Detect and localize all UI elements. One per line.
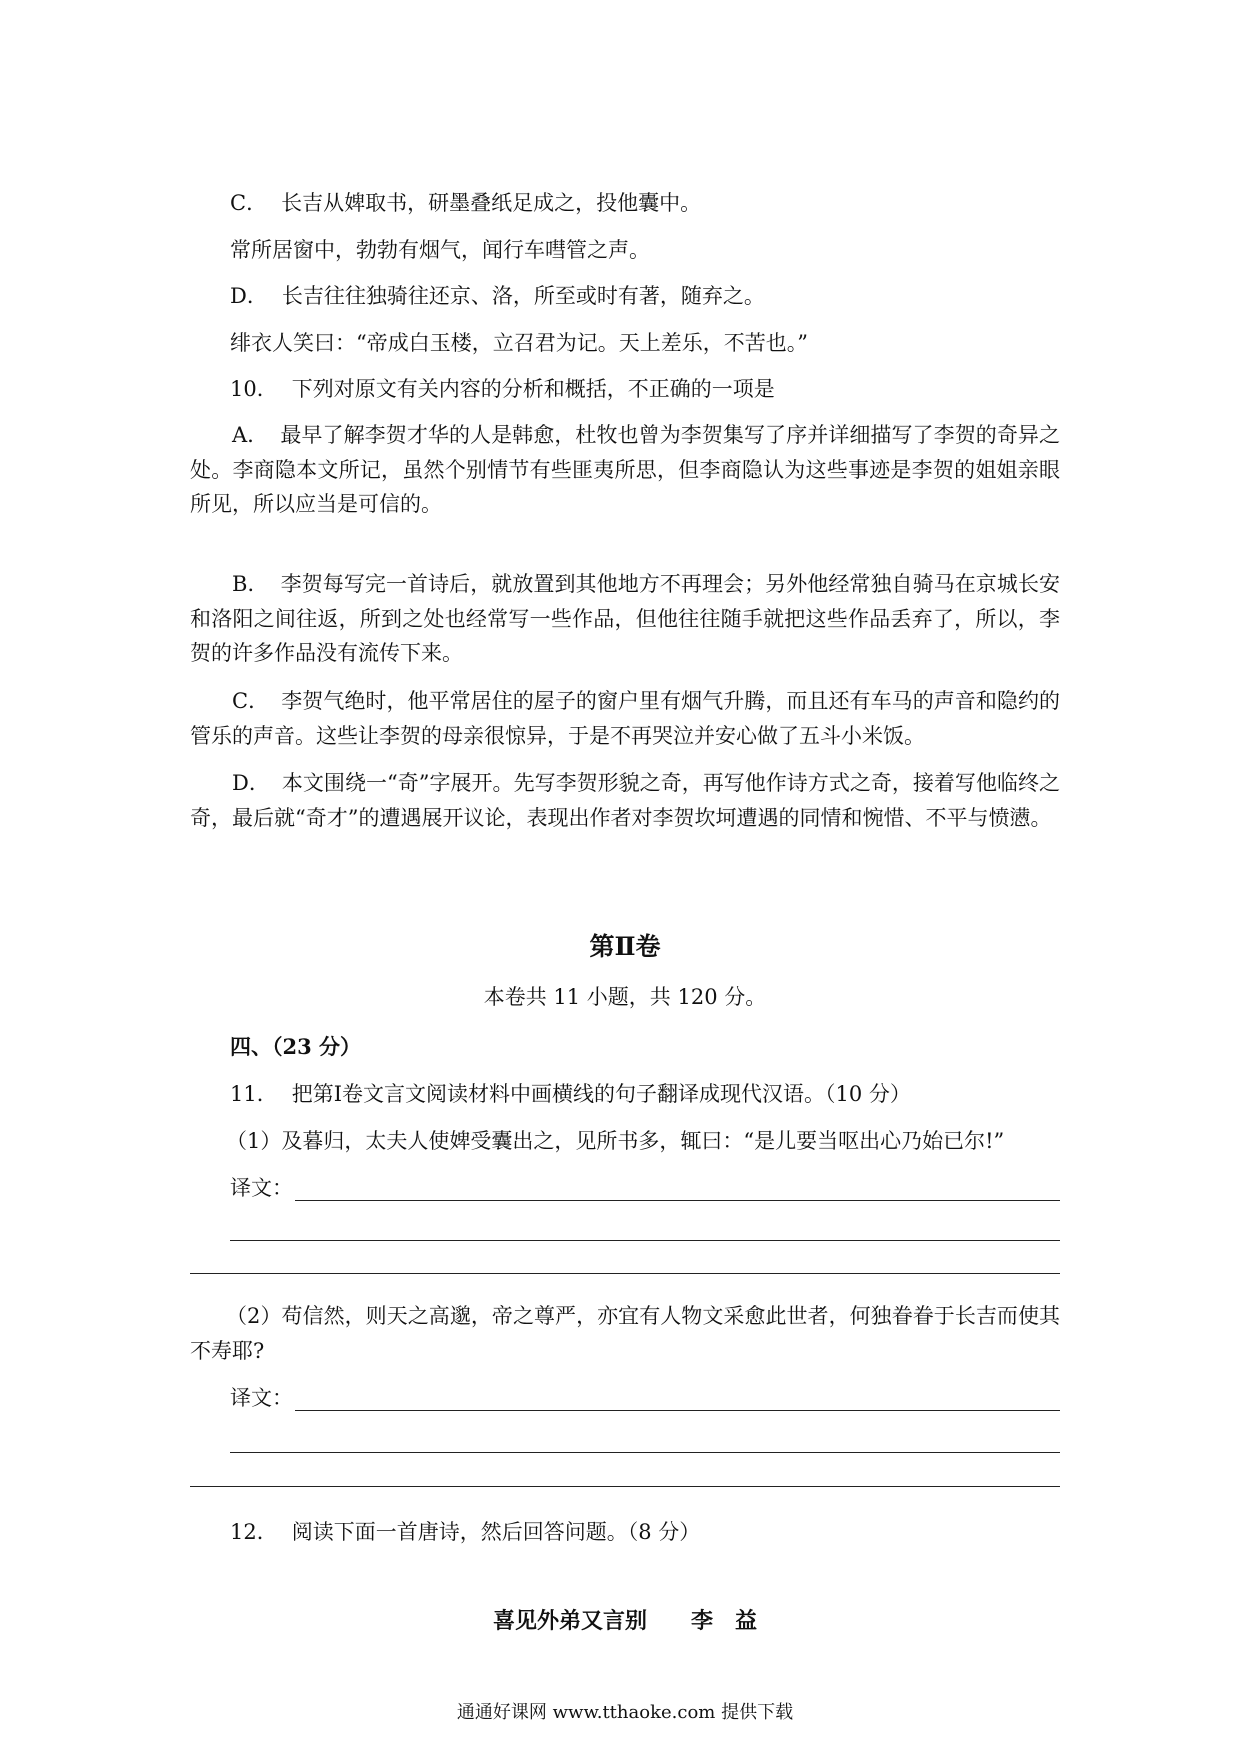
q11-stem-text: 把第Ⅰ卷文言文阅读材料中画横线的句子翻译成现代汉语。（10 分）: [291, 1082, 911, 1106]
q10-stem: [230, 372, 1060, 406]
poem-title: 喜见外弟又言别: [492, 1608, 647, 1634]
footer-watermark: 通通好课网 www.tthaoke.com 提供下载: [456, 1702, 794, 1723]
q11-number: 11．: [230, 1082, 278, 1106]
q11-item-2: （2）苟信然，则天之高邈，帝之尊严，亦宜有人物文采愈此世者，何独眷眷于长吉而使其不寿耶?: [190, 1304, 1060, 1363]
q10-option-d-letter: D．: [232, 771, 270, 795]
section-heading: 四、（23 分）: [230, 1034, 362, 1059]
q11-item-1-answer-line[interactable]: [295, 1199, 1060, 1201]
q10-number: 10．: [230, 377, 278, 401]
q9-option-c-text: 长吉从婢取书，研墨叠纸足成之，投他囊中。: [281, 191, 702, 215]
q10-option-d-text: 本文围绕一“奇”字展开。先写李贺形貌之奇，再写他作诗方式之奇，接着写他临终之奇，最后就“奇才”的遭遇展开议论，表现出作者对李贺坎坷遭遇的同情和惋惜、不平与愤懑。: [190, 771, 1060, 830]
part2-subtitle: 本卷共 11 小题，共 120 分。: [483, 985, 767, 1009]
q9-option-d-letter: D．: [230, 284, 268, 308]
q10-option-b-text: 李贺每写完一首诗后，就放置到其他地方不再理会；另外他经常独自骑马在京城长安和洛阳之间往返，所到之处也经常写一些作品，但他往往随手就把这些作品丢弃了，所以，李贺的许多作品没有流传下来。: [190, 572, 1061, 665]
q10-option-a-letter: A．: [232, 423, 269, 447]
q10-option-d: [190, 766, 1060, 835]
q10-option-c-letter: C．: [232, 689, 270, 713]
q11-item-2-answer-line[interactable]: [295, 1409, 1060, 1411]
q10-option-a-text: 最早了解李贺才华的人是韩愈，杜牧也曾为李贺集写了序并详细描写了李贺的奇异之处。李商隐本文所记，虽然个别情节有些匪夷所思，但李商隐认为这些事迹是李贺的姐姐亲眼所见，所以应当是可信的。: [190, 423, 1060, 516]
q12-stem: [230, 1515, 1060, 1549]
q11-item-2-answer-line-2[interactable]: [230, 1452, 1060, 1453]
q9-option-c-sub: 常所居窗中，勃勃有烟气，闻行车嘒管之声。: [230, 238, 650, 262]
q10-option-c-text: 李贺气绝时，他平常居住的屋子的窗户里有烟气升腾，而且还有车马的声音和隐约的管乐的声音。这些让李贺的母亲很惊异，于是不再哭泣并安心做了五斗小米饭。: [190, 689, 1060, 748]
q11-item-1-answer-line-3[interactable]: [190, 1273, 1060, 1274]
poem-author: 李 益: [691, 1608, 758, 1634]
q12-stem-text: 阅读下面一首唐诗，然后回答问题。（8 分）: [291, 1520, 701, 1544]
q11-item-2-answer-line-3[interactable]: [190, 1486, 1060, 1487]
q11-item-1-answer-label: 译文：: [230, 1176, 293, 1200]
q9-option-d: [230, 279, 1060, 313]
q9-option-d-sub: 绯衣人笑曰：“帝成白玉楼，立召君为记。天上差乐，不苦也。”: [230, 331, 808, 355]
q10-option-b-letter: B．: [232, 572, 269, 596]
poem-title-line: [190, 1604, 1060, 1638]
q11-item-1-answer-row: [230, 1171, 1060, 1205]
q11-stem: [230, 1077, 1060, 1111]
q10-stem-text: 下列对原文有关内容的分析和概括，不正确的一项是: [291, 377, 775, 401]
q9-option-d-text: 长吉往往独骑往还京、洛，所至或时有著，随弃之。: [281, 284, 765, 308]
q9-option-c-letter: C．: [230, 191, 268, 215]
q9-option-c: [230, 186, 1060, 220]
q10-option-c: [190, 684, 1060, 753]
q10-option-a: [190, 418, 1060, 522]
q11-item-2-answer-label: 译文：: [230, 1386, 293, 1410]
q11-item-2-answer-row: [230, 1381, 1060, 1415]
q12-number: 12．: [230, 1520, 278, 1544]
q11-item-1-answer-line-2[interactable]: [230, 1240, 1060, 1241]
part2-title: 第Ⅱ卷: [589, 932, 661, 961]
q11-item-1: （1）及暮归，太夫人使婢受囊出之，见所书多，辄曰：“是儿要当呕出心乃始已尔!”: [226, 1129, 1005, 1153]
q10-option-b: [190, 567, 1060, 671]
